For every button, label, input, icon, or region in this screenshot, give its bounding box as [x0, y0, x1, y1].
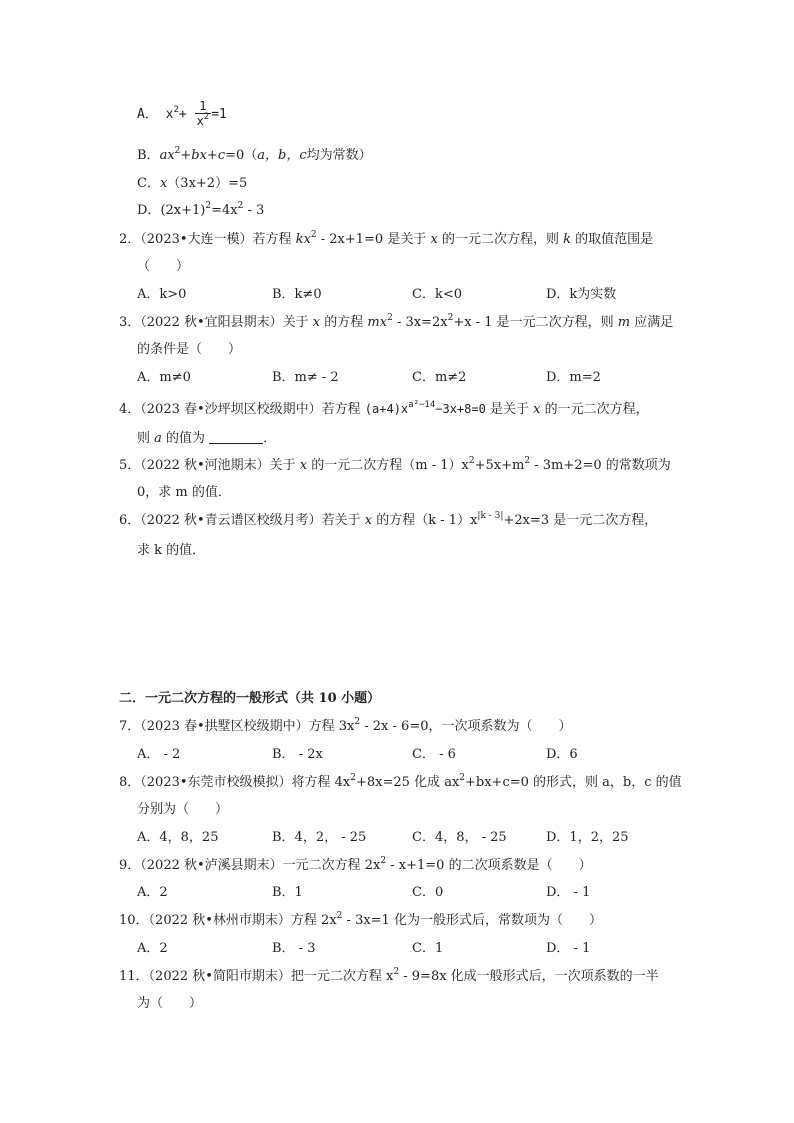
q3-mid2: - 3x=2x — [392, 315, 448, 330]
q5-sup2: 2 — [524, 456, 531, 466]
q4-line2c: ． — [263, 431, 277, 446]
q6-mid1: 的方程（k - 1）x — [372, 513, 478, 528]
q1-b-tail: 均为常数） — [306, 148, 372, 163]
q11-sup: 2 — [393, 967, 400, 977]
q4-prefix: 4．（2023 春•沙坪坝区校级期中）若方程 — [119, 402, 365, 417]
q11-stem — [119, 968, 659, 986]
q1-b-sup: 2 — [174, 146, 181, 156]
q1-c-x: x — [159, 176, 168, 191]
q9-text2: - x+1=0 的二次项系数是（ ） — [386, 858, 592, 873]
q5-mid2: +5x+m — [474, 458, 525, 473]
q1-a-label: A． — [137, 107, 158, 122]
q5-line2: 0，求 m 的值． — [137, 485, 231, 500]
q2-kx: kx — [295, 232, 311, 247]
q9-option-b: B．1 — [272, 885, 303, 900]
q2-paren: （ ） — [137, 259, 190, 274]
q3-mx: mx — [367, 315, 388, 330]
q10-sup: 2 — [336, 911, 343, 921]
q6-mid2: +2x=3 是一元二次方程， — [503, 513, 658, 528]
q9-option-a: A．2 — [137, 885, 168, 900]
q1-a-plus: + — [178, 107, 187, 122]
q3-m: m — [617, 315, 631, 330]
q6-prefix: 6．（2022 秋•青云谱区校级月考）若关于 — [119, 513, 365, 528]
q1-a-eq: =1 — [211, 107, 227, 122]
q1-b-bxc: +bx+c — [180, 148, 226, 163]
q1-b-ax: ax — [159, 148, 175, 163]
q3-mid3: +x - 1 是一元二次方程，则 — [453, 315, 618, 330]
q3-option-c: C．m≠2 — [412, 370, 467, 385]
q1-c-label: C． — [137, 176, 160, 191]
q1-b-mid: =0（ — [225, 148, 258, 163]
q1-option-c — [137, 175, 247, 193]
q1-option-b — [137, 147, 372, 165]
q1-a-numerator: 1 — [199, 99, 207, 113]
q8-option-a: A．4，8，25 — [137, 830, 219, 845]
q8-sup1: 2 — [350, 773, 356, 783]
q9-stem — [119, 857, 592, 875]
q8-option-d: D．1，2，25 — [546, 830, 629, 845]
q4-a: a — [154, 431, 162, 446]
q9-sup: 2 — [380, 856, 387, 866]
q5-x: x — [299, 458, 308, 473]
q7-stem — [119, 718, 571, 736]
q9-option-d: D． - 1 — [546, 885, 591, 900]
q4-x: x — [533, 402, 541, 417]
q4-eq: (a+4)x — [364, 402, 409, 416]
q3-sup2: 2 — [447, 313, 454, 323]
q1-option-d — [137, 202, 264, 220]
q10-option-b: B． - 3 — [272, 941, 316, 956]
q1-a-den-sup: 2 — [203, 112, 210, 122]
q7-option-a: A． - 2 — [137, 747, 181, 762]
q3-option-a: A．m≠0 — [137, 370, 191, 385]
q3-option-b: B．m≠ - 2 — [272, 370, 339, 385]
q3-mid4: 应满足 — [630, 315, 674, 330]
q2-x: x — [430, 232, 438, 247]
q2-option-c: C．k<0 — [412, 287, 462, 302]
q7-text2: - 2x - 6=0，一次项系数为（ ） — [360, 719, 572, 734]
q1-a-sup: 2 — [173, 105, 179, 115]
q5-sup1: 2 — [468, 456, 475, 466]
q7-option-d: D．6 — [546, 747, 578, 762]
q1-d-right: =4x — [211, 203, 238, 218]
section-2-title: 二．一元二次方程的一般形式（共 10 小题） — [119, 691, 381, 706]
q3-mid1: 的方程 — [320, 315, 368, 330]
q4-line2b: 的值为 — [161, 431, 210, 446]
q1-b-label: B． — [137, 148, 160, 163]
q10-option-d: D． - 1 — [546, 941, 591, 956]
q7-option-c: C． - 6 — [412, 747, 456, 762]
q4-answer-blank[interactable] — [209, 431, 263, 444]
q9-option-c: C．0 — [412, 885, 444, 900]
q7-sup: 2 — [354, 717, 361, 727]
q2-option-d: D．k为实数 — [546, 287, 617, 302]
q9-text: 9．（2022 秋•泸溪县期末）一元二次方程 2x — [119, 858, 381, 873]
q5-mid1: 的一元二次方程（m - 1）x — [307, 458, 469, 473]
q10-option-c: C．1 — [412, 941, 444, 956]
q1-a-denominator — [195, 113, 212, 129]
q2-option-b: B．k≠0 — [272, 287, 322, 302]
q4-equation — [365, 402, 486, 416]
q8-option-c: C．4，8， - 25 — [412, 830, 507, 845]
q1-a-x: x — [165, 107, 174, 122]
q1-d-sup1: 2 — [205, 201, 212, 211]
q2-stem — [119, 231, 653, 249]
q1-b-abc: a，b，c — [257, 148, 307, 163]
q1-c-tail: （3x+2）=5 — [167, 176, 248, 191]
q10-stem — [119, 912, 602, 930]
q11-text: 11．（2022 秋•简阳市期末）把一元二次方程 x — [119, 969, 394, 984]
q1-a-den-x: x — [196, 114, 204, 128]
q5-mid3: - 3m+2=0 的常数项为 — [530, 458, 671, 473]
q1-a-fraction — [195, 100, 212, 129]
q3-sup1: 2 — [387, 313, 393, 323]
q3-line2: 的条件是（ ） — [137, 342, 242, 357]
q2-k: k — [563, 232, 571, 247]
q4-eq2: −3x+8=0 — [435, 402, 486, 416]
q3-stem — [119, 314, 673, 332]
q8-stem — [119, 774, 682, 792]
q5-prefix: 5．（2022 秋•河池期末）关于 — [119, 458, 300, 473]
q1-d-end: - 3 — [243, 203, 265, 218]
q1-d-left: (2x+1) — [160, 203, 206, 218]
q4-line2 — [137, 430, 276, 448]
q2-mid3: 的取值范围是 — [570, 232, 654, 247]
q4-tail: 的一元二次方程， — [540, 402, 649, 417]
q2-sup: 2 — [310, 230, 317, 240]
q11-line2: 为（ ） — [137, 996, 203, 1011]
q10-option-a: A．2 — [137, 941, 168, 956]
q6-stem — [119, 512, 657, 530]
q6-exp: |k - 3| — [477, 511, 504, 521]
q8-line2: 分别为（ ） — [137, 802, 229, 817]
q3-option-d: D．m=2 — [546, 370, 601, 385]
q5-stem — [119, 457, 671, 475]
q4-line2a: 则 — [137, 431, 155, 446]
q2-prefix: 2．（2023•大连一模）若方程 — [119, 232, 296, 247]
q11-text2: - 9=8x 化成一般形式后，一次项系数的一半 — [399, 969, 659, 984]
q3-x: x — [312, 315, 321, 330]
q8-mid2: +bx+c=0 的形式，则 a，b，c 的值 — [465, 775, 682, 790]
q3-prefix: 3．（2022 秋•宜阳县期末）关于 — [119, 315, 313, 330]
q4-stem — [119, 400, 649, 419]
q7-text: 7．（2023 春•拱墅区校级期中）方程 3x — [119, 719, 355, 734]
q6-line2: 求 k 的值． — [137, 543, 206, 558]
q1-option-a — [137, 100, 227, 129]
q8-option-b: B．4，2， - 25 — [272, 830, 367, 845]
q8-mid1: +8x=25 化成 ax — [356, 775, 460, 790]
q8-prefix: 8．（2023•东莞市校级模拟）将方程 4x — [119, 775, 351, 790]
q2-option-a: A．k>0 — [137, 287, 187, 302]
q10-text2: - 3x=1 化为一般形式后，常数项为（ ） — [342, 913, 602, 928]
q4-mid: 是关于 — [485, 402, 534, 417]
q2-mid2: 的一元二次方程，则 — [437, 232, 564, 247]
q4-exp: a²−14 — [408, 400, 436, 410]
q7-option-b: B． - 2x — [272, 747, 323, 762]
q2-mid1: - 2x+1=0 是关于 — [316, 232, 431, 247]
q6-x: x — [364, 513, 373, 528]
q10-text: 10．（2022 秋•林州市期末）方程 2x — [119, 913, 337, 928]
q1-d-sup2: 2 — [237, 201, 244, 211]
q1-d-label: D． — [137, 203, 161, 218]
q8-sup2: 2 — [459, 773, 466, 783]
